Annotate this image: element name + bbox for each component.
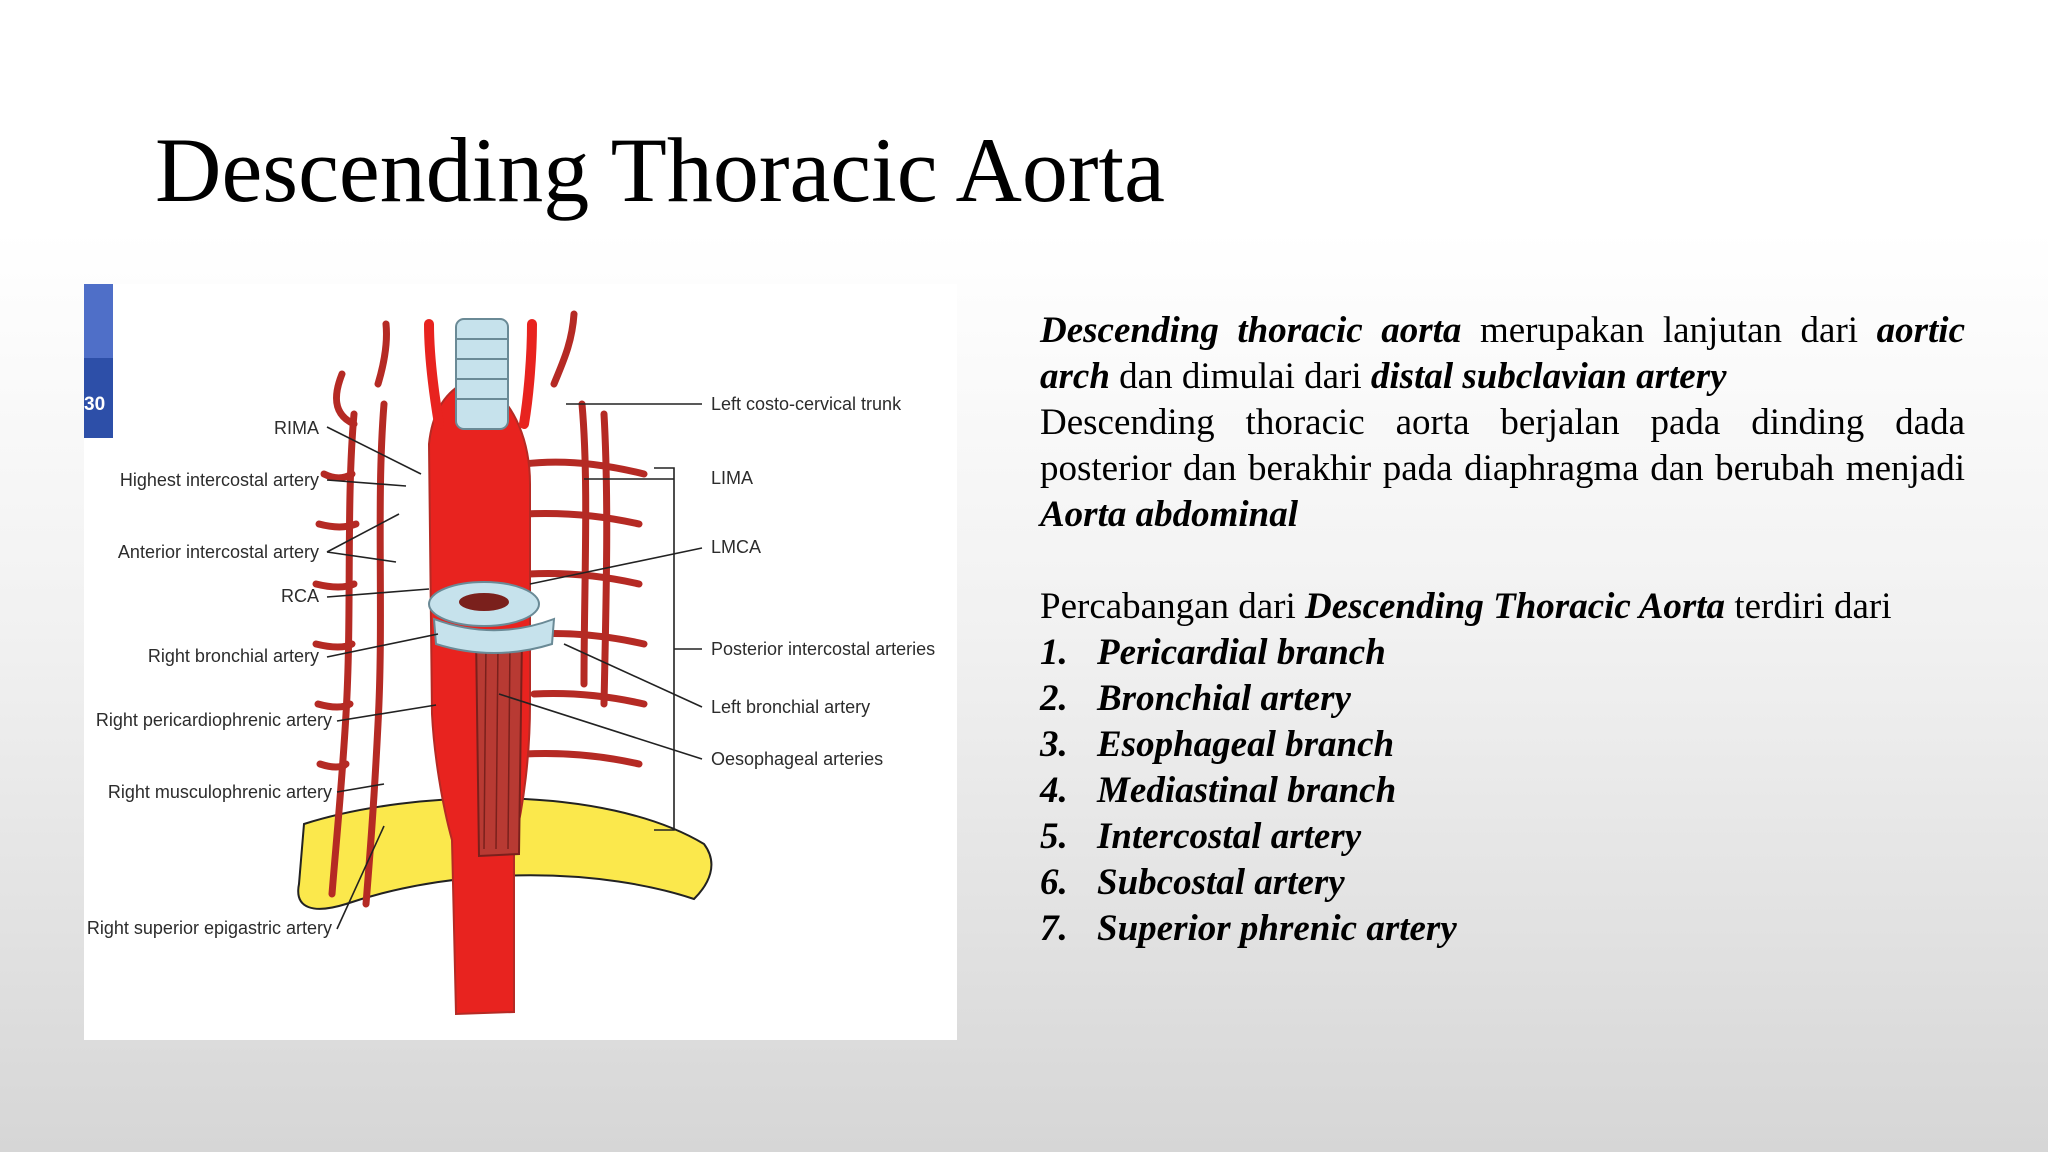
label-lima: LIMA <box>711 468 754 488</box>
list-item-number: 3. <box>1040 724 1068 765</box>
label-right-musculophrenic-artery: Right musculophrenic artery <box>107 782 332 802</box>
term-distal-subclavian-artery: distal subclavian artery <box>1370 356 1727 397</box>
coronary-cluster <box>429 582 554 653</box>
label-right-bronchial-artery: Right bronchial artery <box>147 646 319 666</box>
label-left-costo-cervical-trunk: Left costo-cervical trunk <box>711 394 902 414</box>
list-item <box>1040 906 1965 952</box>
label-anterior-intercostal-artery: Anterior intercostal artery <box>117 542 319 562</box>
list-item <box>1040 860 1965 906</box>
list-item <box>1040 630 1965 676</box>
list-item-label: Superior phrenic artery <box>1097 908 1457 949</box>
intro-paragraph <box>1040 308 1965 400</box>
label-highest-intercostal-artery: Highest intercostal artery <box>119 470 319 490</box>
branches-intro-text-1: Percabangan dari <box>1040 586 1306 627</box>
term-aorta-abdominal: Aorta abdominal <box>1040 494 1299 535</box>
label-oesophageal-arteries: Oesophageal arteries <box>711 749 884 769</box>
branches-intro-text-2: terdiri dari <box>1725 586 1892 627</box>
page-badge-number: 30 <box>84 394 106 415</box>
list-item <box>1040 722 1965 768</box>
term-descending-thoracic-aorta-2: Descending Thoracic Aorta <box>1305 586 1726 627</box>
branches-intro <box>1040 584 1965 630</box>
list-item-label: Pericardial branch <box>1097 632 1386 673</box>
term-descending-thoracic-aorta: Descending thoracic aorta <box>1040 310 1462 351</box>
course-text: Descending thoracic aorta berjalan pada dinding dada posterior dan berakhir pada diaphragma dan berubah menjadi <box>1040 402 1965 489</box>
list-item-label: Subcostal artery <box>1097 862 1345 903</box>
list-item-label: Esophageal branch <box>1097 724 1395 765</box>
description-text-block <box>1040 308 1965 952</box>
trachea <box>456 319 508 429</box>
esophagus-segment <box>476 634 522 856</box>
intro-text-2: dan dimulai dari <box>1109 356 1371 397</box>
list-item-number: 7. <box>1040 908 1068 949</box>
list-item-number: 2. <box>1040 678 1068 719</box>
branch-list <box>1040 630 1965 952</box>
term-aortic-arch: aortic arch <box>1040 310 1965 397</box>
list-item-label: Mediastinal branch <box>1097 770 1397 811</box>
list-item-number: 4. <box>1040 770 1068 811</box>
page-badge <box>84 284 113 438</box>
list-item <box>1040 814 1965 860</box>
label-posterior-intercostal-arteries: Posterior intercostal arteries <box>711 639 936 659</box>
list-item-number: 1. <box>1040 632 1068 673</box>
label-right-pericardiophrenic-artery: Right pericardiophrenic artery <box>95 710 332 730</box>
label-rca: RCA <box>280 586 319 606</box>
list-item <box>1040 768 1965 814</box>
list-item-number: 5. <box>1040 816 1068 857</box>
list-item-label: Intercostal artery <box>1097 816 1362 857</box>
intro-text-1: merupakan lanjutan dari <box>1461 310 1877 351</box>
label-right-superior-epigastric-artery: Right superior epigastric artery <box>86 918 332 938</box>
list-item-number: 6. <box>1040 862 1068 903</box>
label-left-bronchial-artery: Left bronchial artery <box>711 697 871 717</box>
posterior-intercostal-vessels <box>524 314 644 764</box>
aorta-anatomy-figure <box>84 284 957 1040</box>
label-lmca: LMCA <box>711 537 762 557</box>
course-paragraph <box>1040 400 1965 538</box>
slide-title: Descending Thoracic Aorta <box>155 119 1165 221</box>
list-item-label: Bronchial artery <box>1097 678 1351 719</box>
list-item <box>1040 676 1965 722</box>
label-rima: RIMA <box>274 418 319 438</box>
